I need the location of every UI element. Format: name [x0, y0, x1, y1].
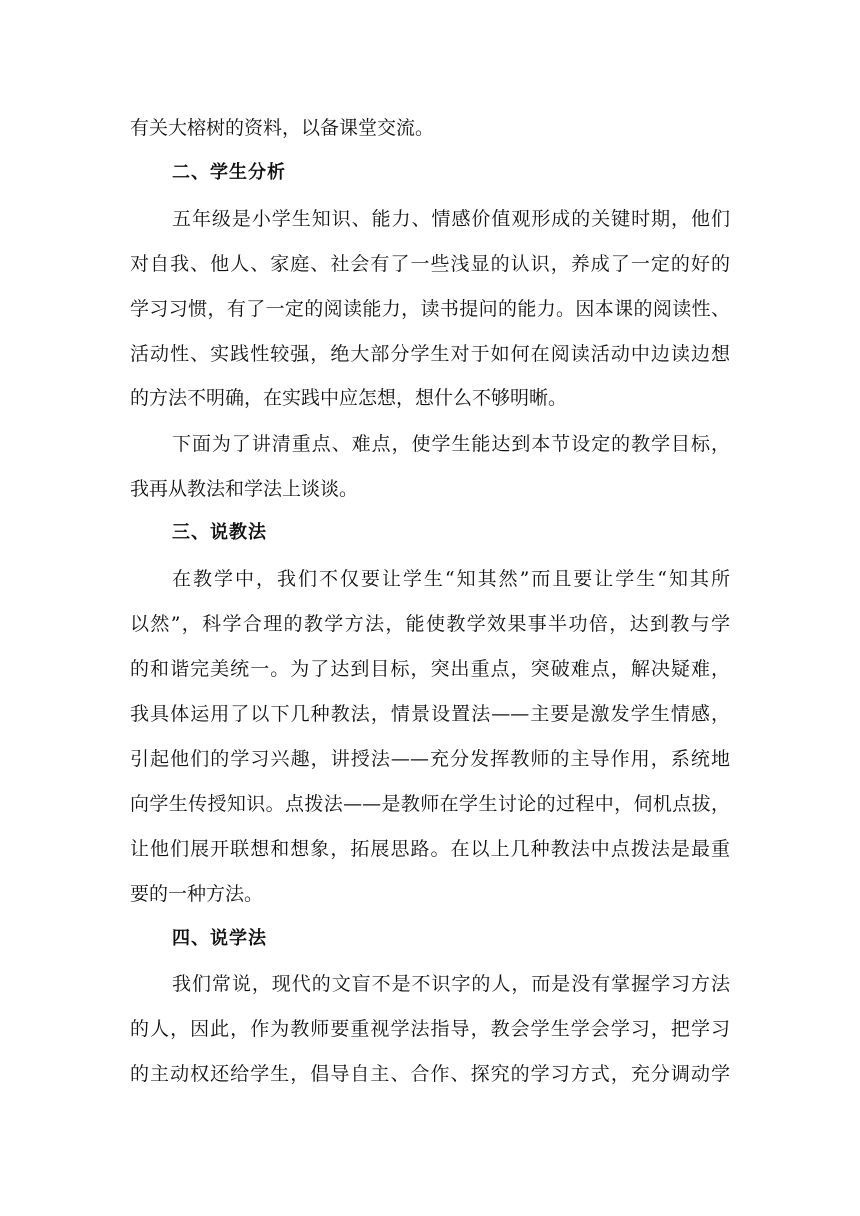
paragraph-line: 的主动权还给学生，倡导自主、合作、探究的学习方式，充分调动学: [130, 1063, 730, 1085]
paragraph-line: 有关大榕树的资料，以备课堂交流。: [130, 117, 435, 139]
paragraph-line: 以然”，科学合理的教学方法，能使教学效果事半功倍，达到教与学: [130, 613, 730, 635]
section-heading-teaching-methods: 三、说教法: [172, 522, 267, 543]
paragraph-line: 下面为了讲清重点、难点，使学生能达到本节设定的教学目标，: [172, 433, 730, 455]
paragraph-line: 的人，因此，作为教师要重视学法指导，教会学生学会学习，把学习: [130, 1018, 730, 1040]
paragraph-line: 我再从教法和学法上谈谈。: [130, 478, 359, 500]
paragraph-line: 向学生传授知识。点拨法——是教师在学生讨论的过程中，伺机点拔，: [130, 793, 730, 815]
section-heading-student-analysis: 二、学生分析: [172, 162, 286, 183]
section-heading-learning-methods: 四、说学法: [172, 928, 267, 949]
paragraph-line: 活动性、实践性较强，绝大部分学生对于如何在阅读活动中边读边想: [130, 343, 730, 365]
paragraph-line: 让他们展开联想和想象，拓展思路。在以上几种教法中点拨法是最重: [130, 838, 730, 860]
paragraph-line: 五年级是小学生知识、能力、情感价值观形成的关键时期，他们: [172, 208, 730, 230]
paragraph-line: 要的一种方法。: [130, 883, 264, 905]
paragraph-line: 学习习惯，有了一定的阅读能力，读书提问的能力。因本课的阅读性、: [130, 298, 730, 320]
paragraph-line: 在教学中，我们不仅要让学生“知其然”而且要让学生“知其所: [172, 568, 730, 590]
paragraph-line: 引起他们的学习兴趣，讲授法——充分发挥教师的主导作用，系统地: [130, 748, 730, 770]
paragraph-line: 我们常说，现代的文盲不是不识字的人，而是没有掌握学习方法: [172, 973, 730, 995]
paragraph-line: 我具体运用了以下几种教法，情景设置法——主要是激发学生情感，: [130, 703, 730, 725]
paragraph-line: 对自我、他人、家庭、社会有了一些浅显的认识，养成了一定的好的: [130, 253, 730, 275]
paragraph-line: 的和谐完美统一。为了达到目标，突出重点，突破难点，解决疑难，: [130, 658, 730, 680]
paragraph-line: 的方法不明确，在实践中应怎想，想什么不够明晰。: [130, 387, 568, 409]
